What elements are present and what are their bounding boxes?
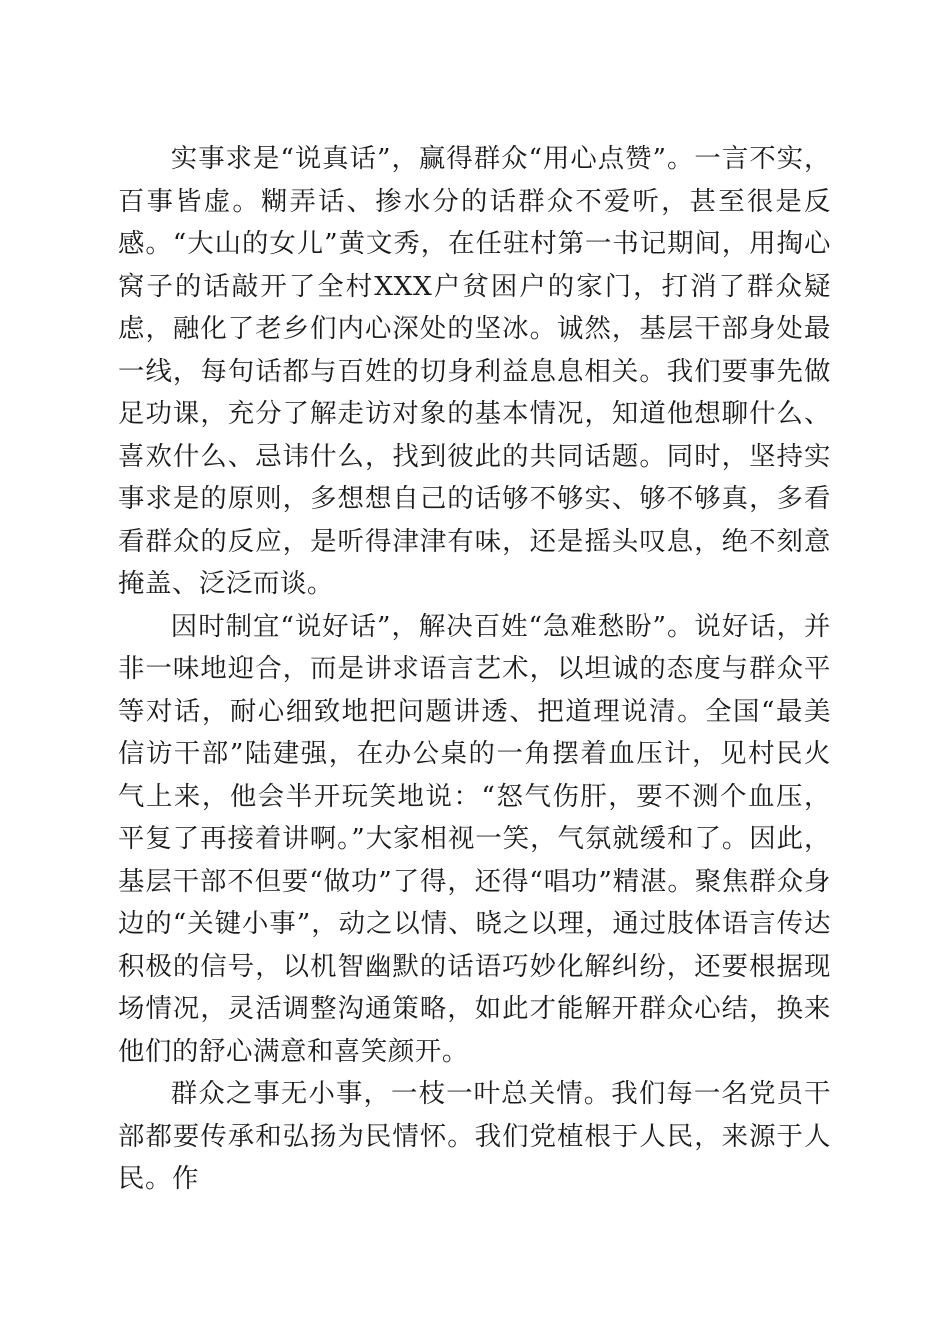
- paragraph-speak-well: 因时制宜“说好话”，解决百姓“急难愁盼”。说好话，并非一味地迎合，而是讲求语言艺术，以坦诚的态度与群众平等对话，耐心细致地把问题讲透、把道理说清。全国“最美信访干部”陆建强，在办公桌的一角摆着血压计，见村民火气上来，他会半开玩笑地说：“怒气伤肝，要不测个血压，平复了再接着讲啊。”大家相视一笑，气氛就缓和了。因此，基层干部不但要“做功”了得，还得“唱功”精湛。聚焦群众身边的“关键小事”，动之以情、晓之以理，通过肢体语言传达积极的信号，以机智幽默的话语巧妙化解纠纷，还要根据现场情况，灵活调整沟通策略，如此才能解开群众心结，换来他们的舒心满意和喜笑颜开。: [118, 610, 831, 1067]
- paragraph-people-matters: 群众之事无小事，一枝一叶总关情。我们每一名党员干部都要传承和弘扬为民情怀。我们党植根于人民，来源于人民。作: [118, 1078, 831, 1194]
- document-body: [118, 138, 831, 1201]
- paragraph-speak-truth: 实事求是“说真话”，赢得群众“用心点赞”。一言不实，百事皆虚。糊弄话、掺水分的话群众不爱听，甚至很是反感。“大山的女儿”黄文秀，在任驻村第一书记期间，用掏心窝子的话敲开了全村XXX户贫困户的家门，打消了群众疑虑，融化了老乡们内心深处的坚冰。诚然，基层干部身处最一线，每句话都与百姓的切身利益息息相关。我们要事先做足功课，充分了解走访对象的基本情况，知道他想聊什么、喜欢什么、忌讳什么，找到彼此的共同话题。同时，坚持实事求是的原则，多想想自己的话够不够实、够不够真，多看看群众的反应，是听得津津有味，还是摇头叹息，绝不刻意掩盖、泛泛而谈。: [118, 143, 831, 599]
